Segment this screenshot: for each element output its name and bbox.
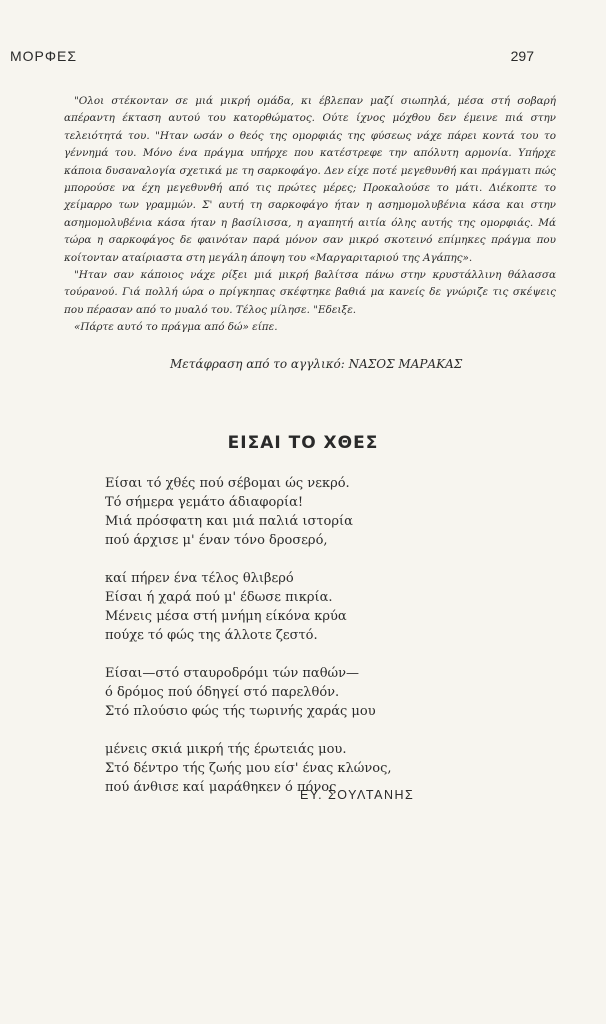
poem-author: ΕΥ. ΣΟΥΛΤΑΝΗΣ	[300, 788, 415, 802]
page-number: 297	[510, 48, 534, 64]
poem-line: Στό πλούσιο φώς τής τωρινής χαράς μου	[105, 704, 376, 719]
poem-line: Μένεις μέσα στή μνήμη είκόνα κρύα	[105, 609, 347, 624]
prose-paragraph: "Ηταν σαν κάποιος νάχε ρίξει μιά μικρή βαλίτσα πάνω στην κρυστάλλινη θάλασσα τούρανού. Γιά πολλή ώρα ο πρίγκηπας σκέφτηκε βαθιά μα κανείς δε γνώριζε τις σκέψεις που πέρασαν από το μυαλό του. Τέλος μίλησε. "Εδειξε.	[64, 269, 556, 316]
poem-line: Είσαι ή χαρά πού μ' έδωσε πικρία.	[105, 590, 333, 605]
poem-stanza	[105, 664, 525, 721]
poem-line: πού άνθισε καί μαράθηκεν ό πόνος	[105, 780, 337, 795]
poem-line: Στό δέντρο τής ζωής μου είσ' ένας κλώνος,	[105, 761, 392, 776]
poem-line: Μιά πρόσφατη και μιά παλιά ιστορία	[105, 514, 353, 529]
running-head: ΜΟΡΦΕΣ	[10, 48, 78, 64]
prose-closing-line: «Πάρτε αυτό το πράγμα από δώ» είπε.	[74, 321, 278, 334]
poem-line: Είσαι τό χθές πού σέβομαι ώς νεκρό.	[105, 476, 350, 491]
poem-line: καί πήρεν ένα τέλος θλιβερό	[105, 571, 294, 586]
poem-line: ό δρόμος πού όδηγεί στό παρελθόν.	[105, 685, 340, 700]
poem-line: Τό σήμερα γεμάτο άδιαφορία!	[105, 495, 304, 510]
poem-stanza	[105, 474, 525, 550]
poem-body	[105, 474, 525, 816]
poem-line: μένεις σκιά μικρή τής έρωτειάς μου.	[105, 742, 347, 757]
translation-credit: Μετάφραση από το αγγλικό: ΝΑΣΟΣ ΜΑΡΑΚΑΣ	[170, 357, 463, 371]
poem-stanza	[105, 569, 525, 645]
poem-line: πού άρχισε μ' έναν τόνο δροσερό,	[105, 533, 328, 548]
poem-line: Είσαι—στό σταυροδρόμι τών παθών—	[105, 666, 360, 681]
poem-line: πούχε τό φώς της άλλοτε ζεστό.	[105, 628, 318, 643]
prose-paragraph: "Ολοι στέκονταν σε μιά μικρή ομάδα, κι έβλεπαν μαζί σιωπηλά, μέσα στή σοβαρή απέραντη έκταση αυτού του κατορθώματος. Ούτε ίχνος μόχθου δεν έμεινε πιά στην τελειότητά του. "Ηταν ωσάν ο θεός της ομορφιάς της φύσεως νάχε πάρει κοντά του το γέννημά του. Μόνο ένα πράγμα υπήρχε που κατέστρεφε την απόλυτη αρμονία. Υπήρχε κάποια δυσαναλογία σχετικά με τη σαρκοφάγο. Δεν είχε ποτέ μεγεθυνθή και πράγματι πώς μπορούσε να έχη μεγεθυνθή από τις πρώτες μέρες; Προκαλούσε το μάτι. Διέκοπτε το χείμαρρο των γραμμών. Σ' αυτή τη σαρκοφάγο ήταν η ασημομολυβένια κάσα και στην ασημομολυβένια κάσα ήταν η βασίλισσα, η αγαπητή αιτία όλης αυτής της ομορφιάς. Μά τώρα η σαρκοφάγος δε φαινόταν παρά μόνον σαν μικρό σκοτεινό επίμηκες πράγμα που κοίτονταν αταίριαστα στη μεγάλη άποψη του «Μαργαριταριού της Αγάπης».	[64, 95, 556, 264]
prose-block	[64, 93, 556, 337]
page-header	[0, 48, 606, 68]
poem-title: ΕΙΣΑΙ ΤΟ ΧΘΕΣ	[227, 433, 379, 453]
